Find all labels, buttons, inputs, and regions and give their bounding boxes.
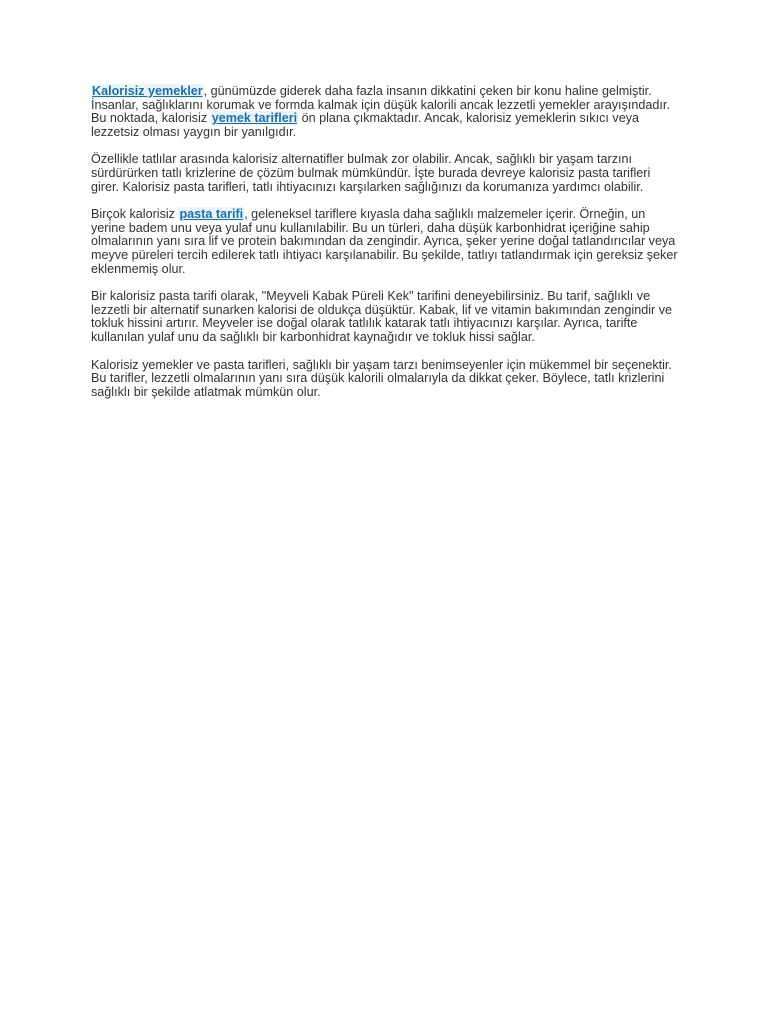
link-kalorisiz-yemekler-text[interactable]: Kalorisiz yemekler bbox=[92, 84, 203, 98]
paragraph-1-text-a: , günümüzde giderek daha fazla insanın dikkatini çeken bir konu haline gelmiştir. İnsanlar, sağlıklarını korumak ve formda kalmak için düşük kalorili ancak lezzetli yemekler arayışındadır. Bu noktada, kalorisiz bbox=[91, 84, 670, 126]
link-kalorisiz-yemekler[interactable] bbox=[91, 84, 204, 98]
link-pasta-tarifi[interactable] bbox=[178, 207, 244, 221]
paragraph-2-text: Özellikle tatlılar arasında kalorisiz alternatifler bulmak zor olabilir. Ancak, sağlıklı bir yaşam tarzını sürdürürken tatlı krizlerine de çözüm bulmak mümkündür. İşte burada devreye kalorisiz pasta tarifleri girer. Kalorisiz pasta tarifleri, tatlı ihtiyacınızı karşılarken sağlığınızı da korumanıza yardımcı olabilir. bbox=[91, 152, 651, 194]
link-yemek-tarifleri-text[interactable]: yemek tarifleri bbox=[211, 111, 298, 126]
paragraph-1 bbox=[91, 85, 681, 139]
paragraph-1-text-b: ön plana çıkmaktadır. Ancak, kalorisiz yemeklerin sıkıcı veya lezzetsiz olması yaygın bir yanılgıdır. bbox=[91, 111, 639, 139]
paragraph-5-text: Kalorisiz yemekler ve pasta tarifleri, sağlıklı bir yaşam tarzı benimseyenler için mükemmel bir seçenektir. Bu tarifler, lezzetli olmalarının yanı sıra düşük kalorili olmalarıyla da dikkat çeker. Böylece, tatlı krizlerini sağlıklı bir şekilde atlatmak mümkün olur. bbox=[91, 357, 672, 399]
article-body bbox=[91, 85, 681, 413]
paragraph-5 bbox=[91, 359, 681, 400]
paragraph-3 bbox=[91, 208, 681, 276]
paragraph-3-text-a: Birçok kalorisiz bbox=[91, 207, 179, 222]
paragraph-3-text-b: , geleneksel tariflere kıyasla daha sağlıklı malzemeler içerir. Örneğin, un yerine badem unu veya yulaf unu kullanılabilir. Bu un türleri, daha düşük karbonhidrat içeriğine sahip olmalarının yanı sıra lif ve protein bakımından da zengindir. Ayrıca, şeker yerine doğal tatlandırıcılar veya meyve püreleri tercih edilerek tatlı ihtiyacı karşılanabilir. Bu şekilde, tatlıyı tatlandırmak için gereksiz şeker eklenmemiş olur. bbox=[91, 207, 678, 276]
paragraph-4-text: Bir kalorisiz pasta tarifi olarak, "Meyveli Kabak Püreli Kek" tarifini deneyebilirsiniz. Bu tarif, sağlıklı ve lezzetli bir alternatif sunarken kalorisi de oldukça düşüktür. Kabak, lif ve vitamin bakımından zengindir ve tokluk hissini artırır. Meyveler ise doğal olarak tatlılık katarak tatlı ihtiyacınızı karşılar. Ayrıca, tarifte kullanılan yulaf unu da sağlıklı bir karbonhidrat kaynağıdır ve tokluk hissi sağlar. bbox=[91, 289, 673, 344]
link-pasta-tarifi-text[interactable]: pasta tarifi bbox=[179, 207, 244, 222]
paragraph-2 bbox=[91, 153, 681, 194]
link-yemek-tarifleri[interactable] bbox=[211, 111, 298, 125]
paragraph-4 bbox=[91, 290, 681, 344]
